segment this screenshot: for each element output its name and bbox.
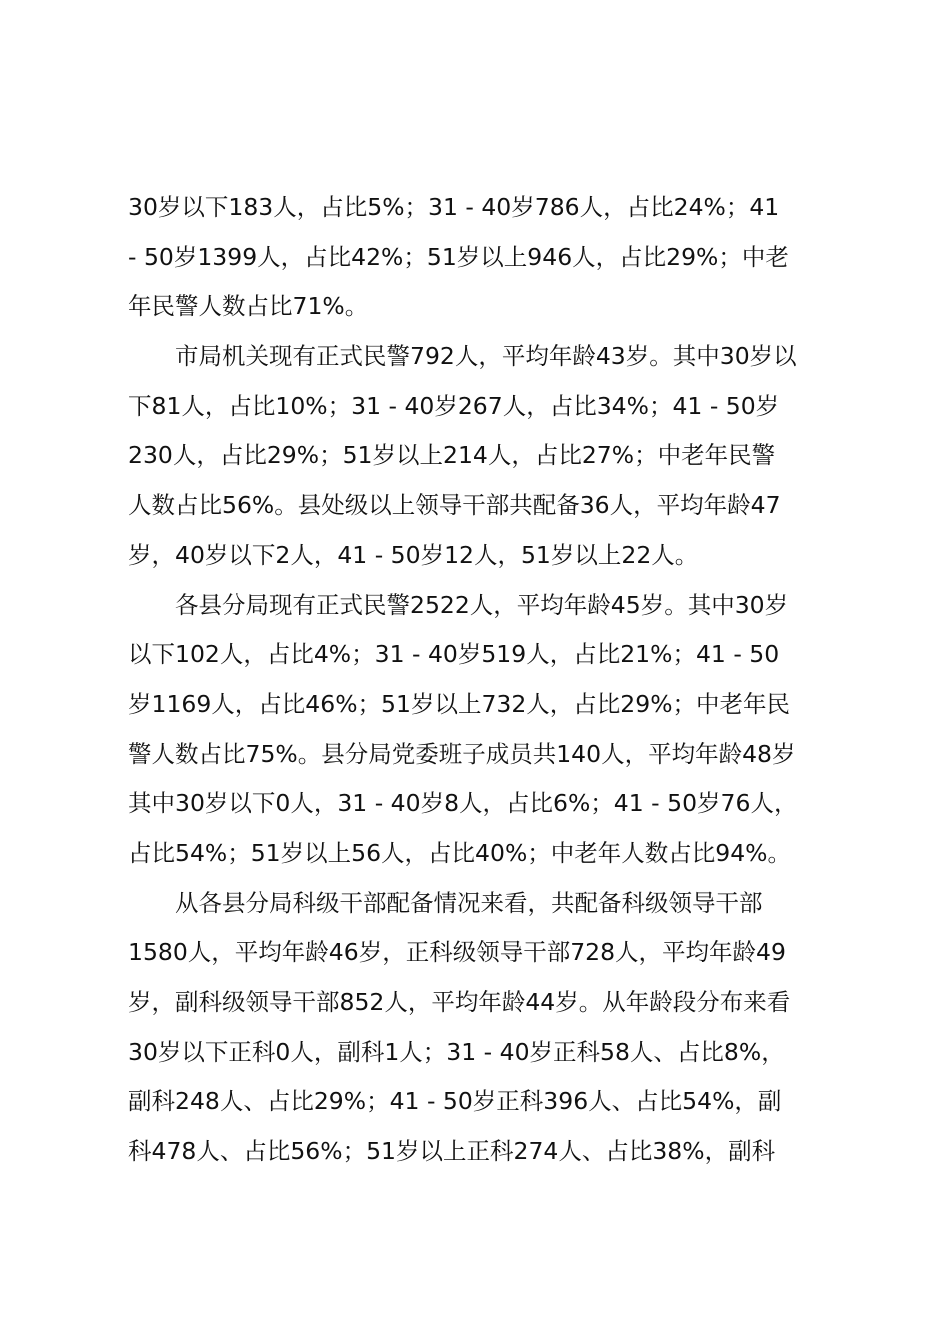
text-line: 市局机关现有正式民警792人，平均年龄43岁。其中30岁以 [175,342,797,371]
text-line: 警人数占比75%。县分局党委班子成员共140人，平均年龄48岁 [128,739,796,768]
text-line: 1580人，平均年龄46岁，正科级领导干部728人，平均年龄49 [128,938,786,967]
text-line: 岁，40岁以下2人，41 - 50岁12人，51岁以上22人。 [128,540,699,569]
text-line: 占比54%；51岁以上56人，占比40%；中老年人数占比94%。 [128,838,792,867]
text-line: 副科248人、占比29%；41 - 50岁正科396人、占比54%，副 [128,1087,782,1116]
text-line: 其中30岁以下0人，31 - 40岁8人，占比6%；41 - 50岁76人， [128,789,798,818]
paragraph-section-cadres [128,879,864,1177]
text-line: 从各县分局科级干部配备情况来看，共配备科级领导干部 [175,888,763,917]
text-line: 30岁以下183人，占比5%；31 - 40岁786人，占比24%；41 [128,193,780,221]
text-line: 岁1169人，占比46%；51岁以上732人，占比29%；中老年民 [128,689,791,718]
text-line: 各县分局现有正式民警2522人，平均年龄45岁。其中30岁 [175,590,789,619]
text-line: - 50岁1399人，占比42%；51岁以上946人，占比29%；中老 [128,242,789,271]
text-line: 以下102人，占比4%；31 - 40岁519人，占比21%；41 - 50 [128,640,780,669]
text-line: 230人，占比29%；51岁以上214人，占比27%；中老年民警 [128,441,776,470]
document-body [128,183,864,1177]
paragraph-city-bureau [128,332,864,580]
paragraph-county-bureaus [128,581,864,879]
text-line: 科478人、占比56%；51岁以上正科274人、占比38%，副科 [128,1137,776,1166]
text-line: 岁，副科级领导干部852人，平均年龄44岁。从年龄段分布来看 [128,988,791,1016]
text-line: 下81人，占比10%；31 - 40岁267人，占比34%；41 - 50岁 [128,391,780,420]
text-line: 30岁以下正科0人，副科1人；31 - 40岁正科58人、占比8%， [128,1037,785,1066]
paragraph-age-overview [128,183,864,332]
text-line: 人数占比56%。县处级以上领导干部共配备36人，平均年龄47 [128,491,781,520]
text-line: 年民警人数占比71%。 [128,292,369,321]
